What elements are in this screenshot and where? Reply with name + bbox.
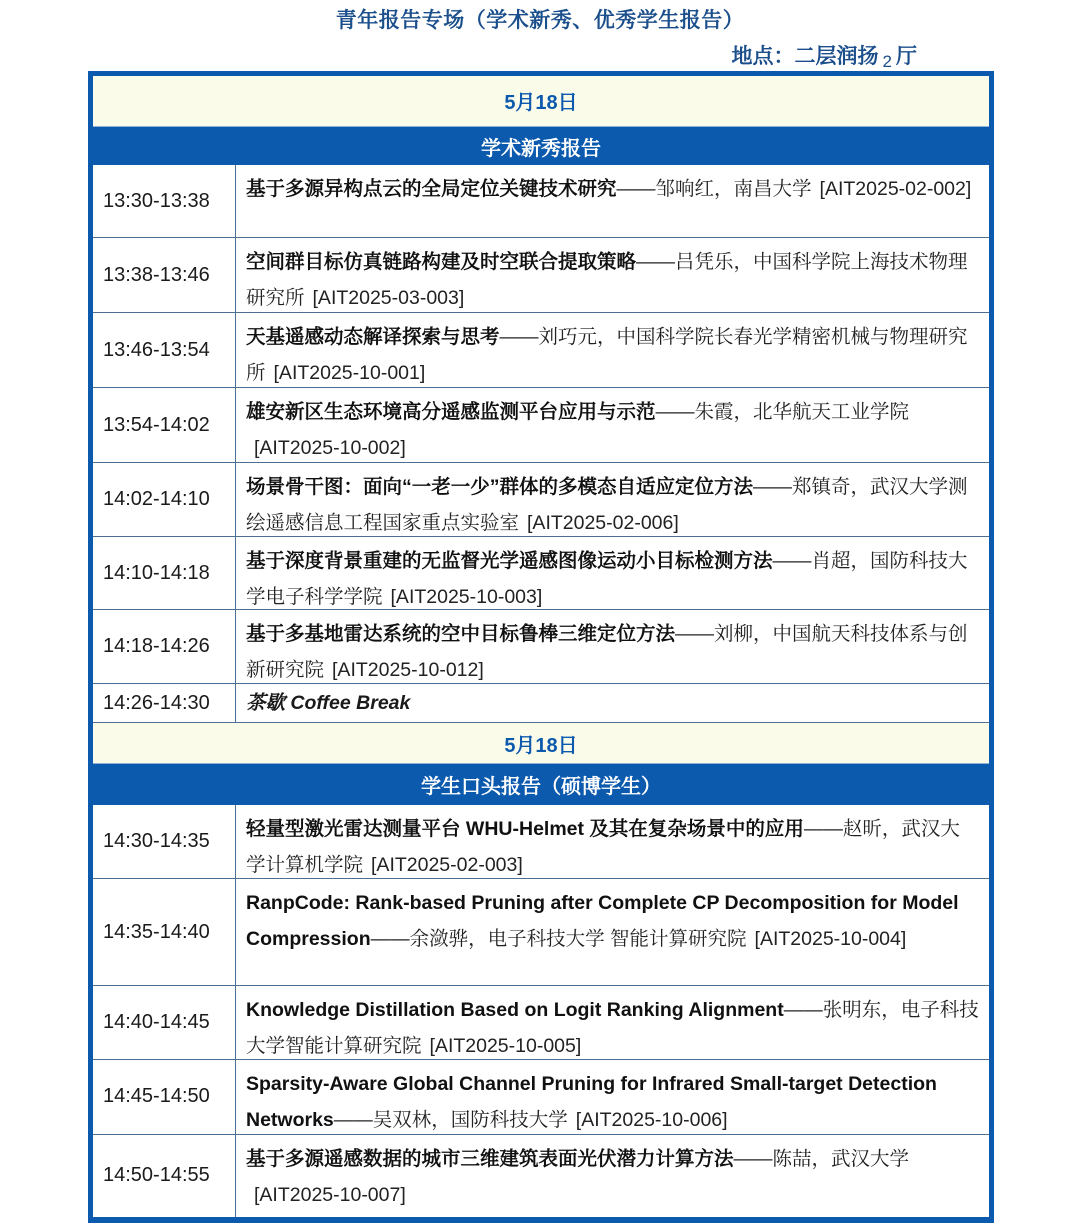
talk-title: 基于多源异构点云的全局定位关键技术研究 — [246, 178, 617, 201]
section-header-academic: 学术新秀报告 — [93, 127, 989, 166]
time-cell: 14:40-14:45 — [93, 986, 236, 1059]
talk-code: [AIT2025-10-005] — [429, 1034, 582, 1057]
time-cell: 14:30-14:35 — [93, 805, 236, 878]
time-cell: 14:10-14:18 — [93, 537, 236, 609]
talk-title: 空间群目标仿真链路构建及时空联合提取策略 — [246, 251, 637, 274]
talk-title: 基于多源遥感数据的城市三维建筑表面光伏潜力计算方法 — [246, 1147, 734, 1170]
talk-code: [AIT2025-02-002] — [819, 178, 972, 201]
talk-title: 雄安新区生态环境高分遥感监测平台应用与示范 — [246, 401, 656, 424]
talk-cell — [236, 313, 989, 387]
talk-code: [AIT2025-10-012] — [332, 659, 484, 682]
table-row — [93, 1135, 989, 1217]
time-cell: 13:46-13:54 — [93, 313, 236, 387]
talk-cell — [236, 1060, 989, 1134]
talk-cell — [236, 879, 989, 985]
page-title: 青年报告专场（学术新秀、优秀学生报告） — [335, 9, 745, 32]
talk-speaker: ——朱霞，北华航天工业学院 — [655, 401, 910, 424]
talk-speaker: ——余潋骅，电子科技大学 智能计算研究院 — [370, 928, 747, 951]
table-row — [93, 879, 989, 986]
talk-speaker: ——邹响红，南昌大学 — [616, 178, 812, 201]
time-cell: 14:45-14:50 — [93, 1060, 236, 1134]
table-row — [93, 986, 989, 1060]
table-row — [93, 537, 989, 610]
talk-cell — [236, 388, 989, 462]
talk-speaker: ——刘柳，中国航天科技体系与创新研究院 — [246, 623, 968, 682]
talk-title: 基于多基地雷达系统的空中目标鲁棒三维定位方法 — [246, 623, 676, 646]
talk-title: Sparsity-Aware Global Channel Pruning for Infrared Small-target Detection Networks — [246, 1072, 937, 1131]
talk-title: 天基遥感动态解译探索与思考 — [246, 326, 500, 349]
talk-speaker: ——赵昕，武汉大学计算机学院 — [246, 818, 960, 877]
talk-title: RanpCode: Rank-based Pruning after Complete CP Decomposition for Model Compression — [246, 892, 959, 951]
talk-speaker: ——刘巧元，中国科学院长春光学精密机械与物理研究所 — [246, 326, 968, 385]
time-cell: 14:35-14:40 — [93, 879, 236, 985]
time-cell: 14:18-14:26 — [93, 610, 236, 683]
table-row — [93, 805, 989, 879]
talk-cell — [236, 805, 989, 878]
talk-speaker: ——郑镇奇，武汉大学测绘遥感信息工程国家重点实验室 — [246, 476, 968, 535]
coffee-break-row — [93, 684, 989, 723]
talk-code: [AIT2025-03-003] — [312, 287, 465, 310]
time-cell: 13:38-13:46 — [93, 238, 236, 312]
talk-code: [AIT2025-10-004] — [754, 928, 907, 951]
talk-title: Knowledge Distillation Based on Logit Ranking Alignment — [246, 998, 784, 1021]
talk-speaker: ——吕凭乐，中国科学院上海技术物理研究所 — [246, 251, 968, 310]
venue-hall-number: 2 — [882, 52, 892, 71]
time-cell: 14:02-14:10 — [93, 463, 236, 536]
talk-title: 基于深度背景重建的无监督光学遥感图像运动小目标检测方法 — [246, 550, 773, 573]
talk-cell — [236, 1135, 989, 1217]
table-row — [93, 610, 989, 684]
talk-speaker: ——陈喆，武汉大学 — [733, 1147, 910, 1170]
talk-speaker: ——肖超，国防科技大学电子科学学院 — [246, 550, 968, 609]
talk-cell — [236, 537, 989, 609]
talk-code: [AIT2025-10-001] — [273, 362, 426, 385]
talk-cell — [236, 610, 989, 683]
talk-cell — [236, 463, 989, 536]
table-row — [93, 463, 989, 537]
talk-code: [AIT2025-02-006] — [527, 512, 679, 535]
talk-cell — [236, 165, 989, 237]
talk-code: [AIT2025-02-003] — [371, 854, 523, 877]
time-cell: 13:30-13:38 — [93, 165, 236, 237]
talk-title: 场景骨干图：面向“一老一少”群体的多模态自适应定位方法 — [246, 476, 754, 499]
talk-speaker: ——吴双林，国防科技大学 — [333, 1108, 568, 1131]
table-row — [93, 165, 989, 238]
talk-code: [AIT2025-10-006] — [575, 1108, 728, 1131]
talk-cell — [236, 238, 989, 312]
talk-code: [AIT2025-10-007] — [254, 1183, 406, 1206]
schedule-table — [88, 71, 994, 1223]
time-cell: 14:50-14:55 — [93, 1135, 236, 1217]
time-cell: 14:26-14:30 — [93, 684, 236, 722]
venue-name: 地点：二层润扬 — [731, 45, 879, 68]
date-row: 5月18日 — [93, 76, 989, 127]
table-row — [93, 1060, 989, 1135]
time-cell: 13:54-14:02 — [93, 388, 236, 462]
venue-label — [732, 40, 917, 70]
section-header-student: 学生口头报告（硕博学生） — [93, 764, 989, 805]
talk-cell — [236, 986, 989, 1059]
date-row: 5月18日 — [93, 723, 989, 764]
table-row — [93, 388, 989, 463]
coffee-break-label: 茶歇 Coffee Break — [246, 692, 411, 715]
talk-speaker: ——张明东，电子科技大学智能计算研究院 — [246, 998, 979, 1057]
talk-code: [AIT2025-10-002] — [254, 437, 406, 460]
venue-suffix: 厅 — [896, 45, 917, 68]
talk-code: [AIT2025-10-003] — [390, 586, 543, 609]
table-row — [93, 238, 989, 313]
talk-title: 轻量型激光雷达测量平台 WHU-Helmet 及其在复杂场景中的应用 — [246, 818, 804, 841]
table-row — [93, 313, 989, 388]
